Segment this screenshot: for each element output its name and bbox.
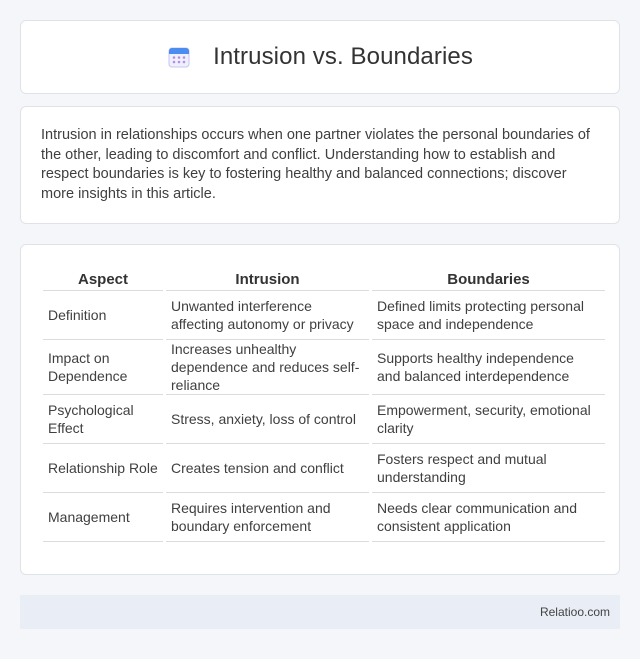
cell-boundaries: Needs clear communication and consistent application — [372, 493, 605, 542]
cell-boundaries: Supports healthy independence and balanced interdependence — [372, 340, 605, 395]
table-row — [43, 340, 605, 395]
cell-intrusion: Stress, anxiety, loss of control — [166, 395, 369, 444]
comparison-card — [20, 244, 620, 575]
cell-intrusion: Requires intervention and boundary enforcement — [166, 493, 369, 542]
cell-aspect: Impact on Dependence — [43, 340, 163, 395]
table-row — [43, 493, 605, 542]
table-row — [43, 395, 605, 444]
cell-boundaries: Defined limits protecting personal space and independence — [372, 291, 605, 340]
cell-boundaries: Empowerment, security, emotional clarity — [372, 395, 605, 444]
cell-aspect: Management — [43, 493, 163, 542]
cell-boundaries: Fosters respect and mutual understanding — [372, 444, 605, 493]
page-title: Intrusion vs. Boundaries — [213, 43, 473, 70]
comparison-table — [40, 266, 608, 542]
header-card — [20, 20, 620, 94]
cell-aspect: Psychological Effect — [43, 395, 163, 444]
intro-paragraph: Intrusion in relationships occurs when one partner violates the personal boundaries of the other, leading to discomfort and conflict. Understanding how to establish and respect boundaries is key to fostering healthy and balanced connections; discover more insights in this article. — [41, 127, 590, 202]
header-aspect: Aspect — [43, 266, 163, 291]
table-header-row — [43, 266, 605, 291]
calendar-icon — [167, 45, 191, 69]
cell-intrusion: Increases unhealthy dependence and reduces self-reliance — [166, 340, 369, 395]
table-row — [43, 444, 605, 493]
footer-brand: Relatioo.com — [539, 605, 610, 619]
cell-intrusion: Creates tension and conflict — [166, 444, 369, 493]
intro-card — [20, 106, 620, 224]
cell-intrusion: Unwanted interference affecting autonomy or privacy — [166, 291, 369, 340]
header-boundaries: Boundaries — [372, 266, 605, 291]
footer — [20, 595, 620, 629]
header-intrusion: Intrusion — [166, 266, 369, 291]
table-row — [43, 291, 605, 340]
header — [167, 43, 473, 71]
cell-aspect: Definition — [43, 291, 163, 340]
cell-aspect: Relationship Role — [43, 444, 163, 493]
